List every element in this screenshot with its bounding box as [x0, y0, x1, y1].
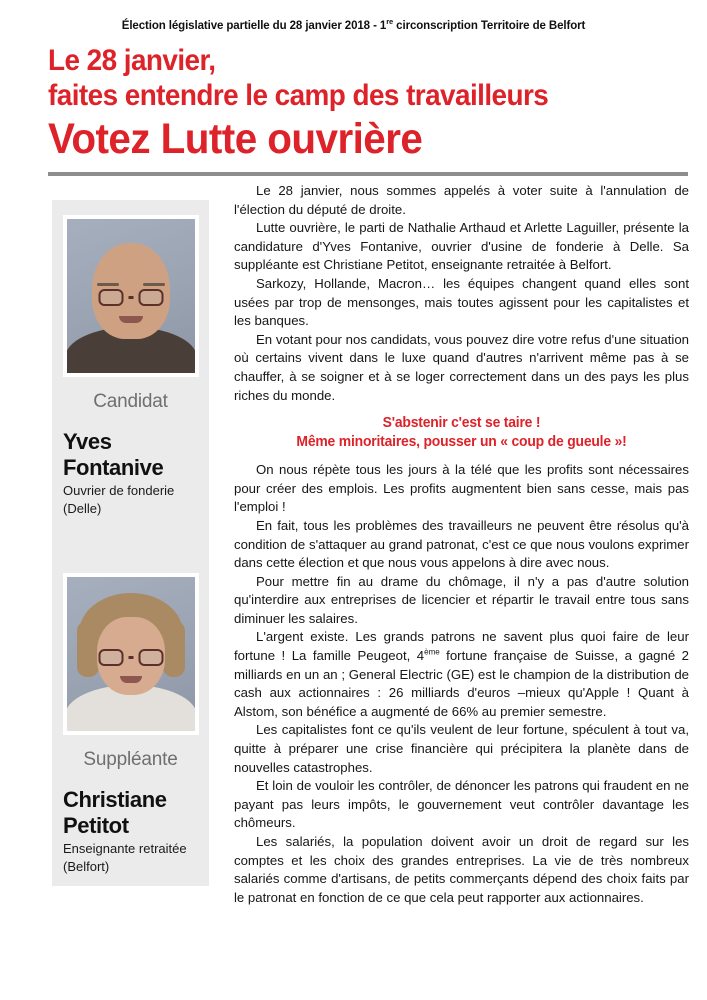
peugeot-text-part1: L'argent existe. Les grands patrons ne savent plus quoi faire de leur fortune ! La famille Peugeot, 4: [234, 629, 689, 664]
body-paragraph: On nous répète tous les jours à la télé que les profits sont nécessaires pour créer des emplois. Les profits augmentent bien sans cesse, mais pas l'emploi !: [234, 462, 689, 515]
slogan-line-2: Même minoritaires, pousser un « coup de gueule »!: [296, 434, 627, 451]
photo-brow-right: [143, 283, 165, 286]
glasses-bridge: [128, 296, 133, 299]
headline-line-3: Votez Lutte ouvrière: [48, 115, 423, 163]
headline-line-2: faites entendre le camp des travailleurs: [48, 79, 549, 112]
candidate-first-name: Christiane: [63, 787, 167, 812]
election-header-line: [0, 17, 707, 32]
body-paragraph: Les salariés, la population doivent avoir un droit de regard sur les comptes et les choix des grandes entreprises. La vie de très nombreux salariés comme d'artisans, de petits commerçants dépend des choix faits par le patronat en fonction de ce que cela peut rapporter aux actionnaires.: [234, 834, 689, 905]
candidate-photo-frame: [63, 215, 199, 377]
candidate-location: (Delle): [63, 501, 102, 516]
candidate-occupation: Ouvrier de fonderie: [63, 483, 175, 498]
body-paragraph: Et loin de vouloir les contrôler, de dénoncer les patrons qui fraudent en ne payant pas leurs impôts, le gouvernement veut contrôler davantage les chômeurs.: [234, 778, 689, 831]
candidate-card: [52, 200, 209, 517]
body-paragraph: Les capitalistes font ce qu'ils veulent de leur fortune, spéculent à tout va, quitte à préparer une crise financière qui précipitera la planète dans de nouvelles catastrophes.: [234, 722, 689, 775]
candidate-card: [52, 558, 209, 875]
headline-line-1: Le 28 janvier,: [48, 44, 216, 77]
slogan-line-1: S'abstenir c'est se taire !: [382, 415, 541, 432]
header-ordinal-suffix: re: [386, 17, 394, 27]
candidate-first-name: Yves: [63, 429, 112, 454]
slogan-block: [234, 414, 689, 452]
candidates-sidebar: [52, 200, 209, 886]
eyeglasses-icon: [98, 289, 163, 306]
photo-hair-left: [77, 621, 99, 677]
photo-mouth: [119, 316, 143, 323]
header-divider: [48, 172, 688, 176]
body-paragraph: Sarkozy, Hollande, Macron… les équipes changent quand elles sont usées par trop de mensonges, mais toutes agissent pour les capitalistes et les banques.: [234, 275, 689, 329]
headline-block: [48, 44, 688, 164]
glasses-bridge: [128, 656, 133, 659]
glasses-lens-left: [98, 289, 123, 306]
body-paragraph: Pour mettre fin au drame du chômage, il n'y a pas d'autre solution qu'interdire aux entreprises de licencier et répartir le travail entre tous sans diminuer les salaires.: [234, 573, 689, 626]
glasses-lens-right: [138, 289, 163, 306]
body-paragraph: En votant pour nos candidats, vous pouvez dire votre refus d'une situation où certains vivent dans le luxe quand d'autres n'arrivent même pas à se chauffer, à se soigner et à se loger correctement dans un des pays les plus riches du monde.: [234, 331, 689, 403]
header-suffix: circonscription Territoire de Belfort: [393, 20, 586, 32]
candidate-name: [52, 429, 209, 481]
header-prefix: Élection législative partielle du 28 janvier 2018 - 1: [121, 20, 387, 32]
candidate-last-name: Petitot: [63, 813, 129, 838]
candidate-portrait-photo: [67, 219, 195, 373]
body-paragraph-peugeot: [234, 628, 689, 721]
eyeglasses-icon: [98, 649, 163, 666]
photo-hair-right: [163, 621, 185, 677]
glasses-lens-right: [138, 649, 163, 666]
candidate-name: [52, 787, 209, 839]
body-paragraph: En fait, tous les problèmes des travailleurs ne peuvent être résolus qu'à condition de s'attaquer au grand patronat, c'est ce que nous voulons exprimer dans cette élection et que nous vous appelons à dire avec nous.: [234, 517, 689, 571]
main-body-text: [234, 182, 689, 907]
candidate-last-name: Fontanive: [63, 455, 164, 480]
body-paragraph: Lutte ouvrière, le parti de Nathalie Arthaud et Arlette Laguiller, présente la candidature d'Yves Fontanive, ouvrier d'usine de fonderie à Delle. Sa suppléante est Christiane Petitot, enseignante retraitée à Belfort.: [234, 220, 689, 273]
candidate-portrait-photo: [67, 577, 195, 731]
candidate-role-label: Suppléante: [83, 749, 178, 770]
peugeot-ordinal-suffix: ème: [424, 647, 440, 657]
candidate-photo-frame: [63, 573, 199, 735]
glasses-lens-left: [98, 649, 123, 666]
photo-mouth: [120, 676, 142, 683]
candidate-role-label: Candidat: [93, 391, 168, 412]
peugeot-text-part2: fortune française de Suisse, a gagné 2 milliards en un an ; General Electric (GE) est le champion de la distribution de cash aux actionnaires : 26 milliards d'euros –mieux qu'Apple ! Quant à Alstom, son bénéfice a augmenté de 66% au premier semestre.: [234, 648, 689, 719]
body-paragraph: Le 28 janvier, nous sommes appelés à voter suite à l'annulation de l'élection du député de droite.: [234, 183, 689, 217]
candidate-location: (Belfort): [63, 859, 110, 874]
candidate-occupation: Enseignante retraitée: [63, 841, 187, 856]
photo-brow-left: [97, 283, 119, 286]
